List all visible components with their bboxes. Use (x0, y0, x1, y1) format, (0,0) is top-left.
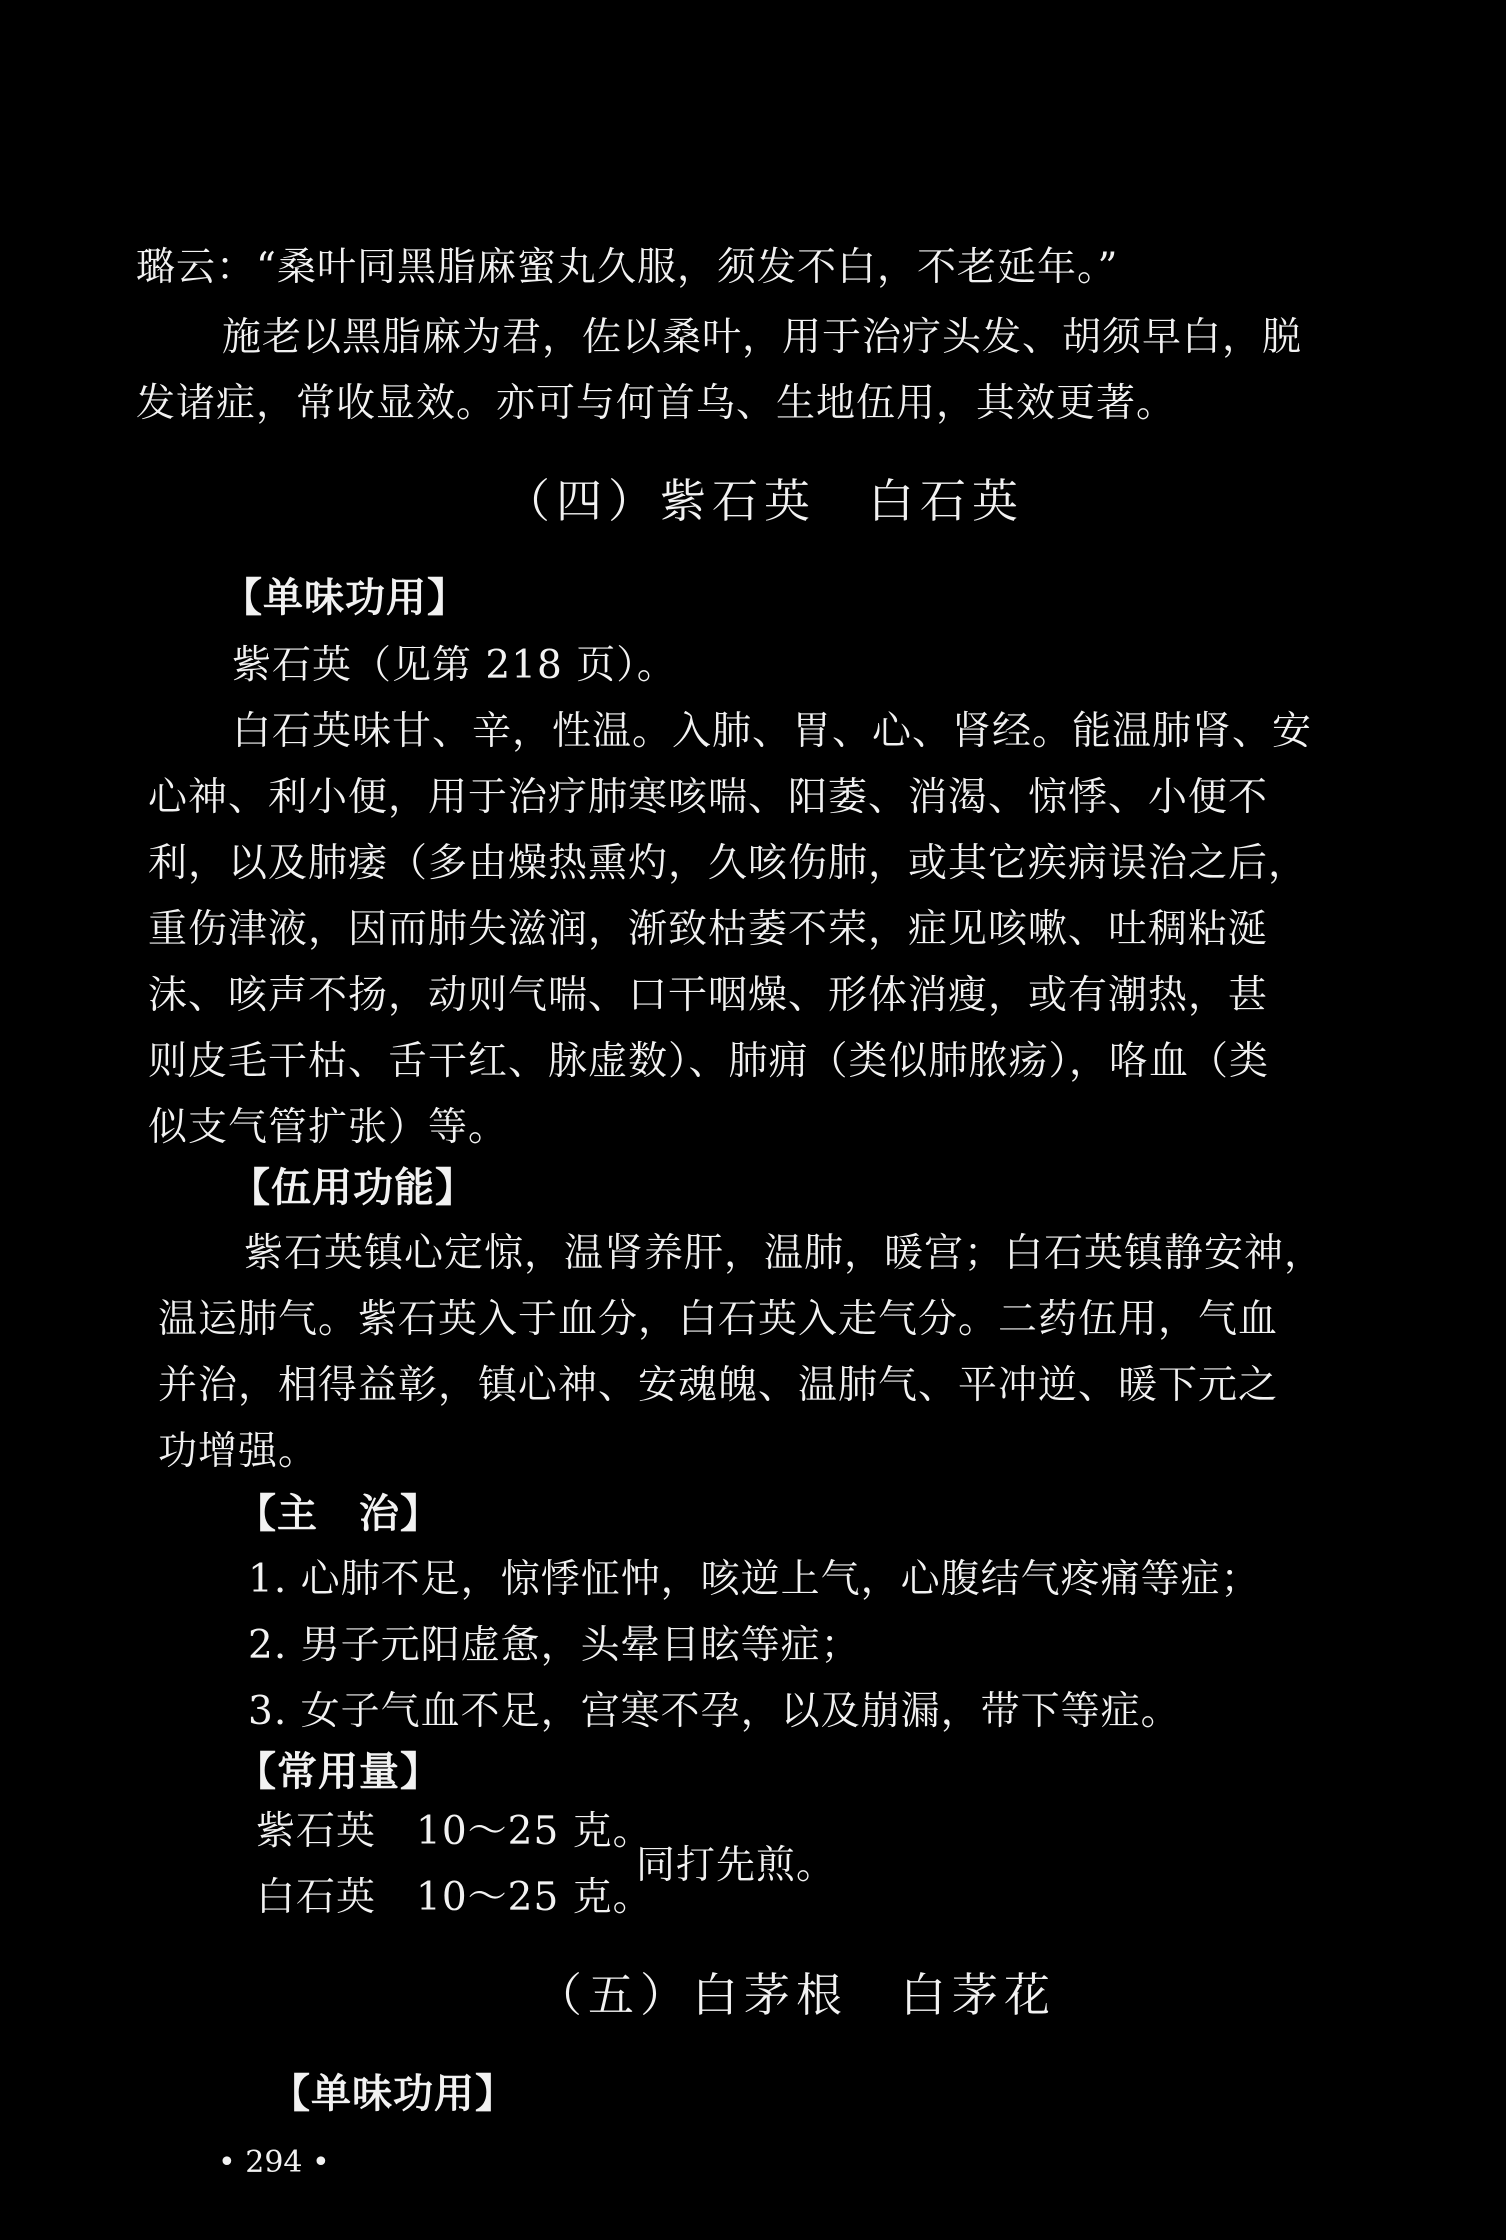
section-heading: （五）白茅根 白茅花 (536, 1968, 1056, 2022)
label-single-function: 【单味功用】 (222, 575, 468, 621)
intro-line: 施老以黑脂麻为君，佐以桑叶，用于治疗头发、胡须早白，脱 (222, 315, 1303, 360)
text-line: 紫石英（见第 218 页）。 (232, 643, 677, 688)
text-line: 则皮毛干枯、舌干红、脉虚数）、肺痈（类似肺脓疡），咯血（类 (148, 1039, 1270, 1084)
text-line: 利，以及肺痿（多由燥热熏灼，久咳伤肺，或其它疾病误治之后， (148, 841, 1309, 886)
intro-line: 璐云：“桑叶同黑脂麻蜜丸久服，须发不白，不老延年。” (136, 245, 1119, 290)
label-single-function: 【单味功用】 (270, 2071, 516, 2117)
text-line: 心神、利小便，用于治疗肺寒咳喘、阳萎、消渴、惊悸、小便不 (148, 775, 1269, 820)
text-line: 温运肺气。紫石英入于血分，白石英入走气分。二药伍用，气血 (158, 1297, 1279, 1342)
dosage-item: 紫石英 10～25 克。 (256, 1809, 653, 1854)
dosage-note: 同打先煎。 (636, 1843, 837, 1888)
text-line: 重伤津液，因而肺失滋润，渐致枯萎不荣，症见咳嗽、吐稠粘涎 (148, 907, 1269, 952)
intro-line: 发诸症，常收显效。亦可与何首乌、生地伍用，其效更著。 (136, 381, 1177, 426)
dosage-item: 白石英 10～25 克。 (256, 1875, 653, 1920)
text-line: 功增强。 (158, 1429, 319, 1474)
text-line: 沫、咳声不扬，动则气喘、口干咽燥、形体消瘦，或有潮热，甚 (148, 973, 1269, 1018)
label-combined-function: 【伍用功能】 (230, 1165, 476, 1211)
indication-item: 3. 女子气血不足，宫寒不孕，以及崩漏，带下等症。 (248, 1689, 1181, 1734)
indication-item: 2. 男子元阳虚惫，头晕目眩等症； (248, 1623, 861, 1668)
indication-item: 1. 心肺不足，惊悸怔忡，咳逆上气，心腹结气疼痛等症； (248, 1557, 1261, 1602)
text-line: 紫石英镇心定惊，温肾养肝，温肺，暖宫；白石英镇静安神， (244, 1231, 1325, 1276)
section-heading: （四）紫石英 白石英 (504, 474, 1024, 528)
label-dosage: 【常用量】 (236, 1749, 441, 1795)
text-line: 似支气管扩张）等。 (148, 1105, 509, 1150)
text-line: 并治，相得益彰，镇心神、安魂魄、温肺气、平冲逆、暖下元之 (158, 1363, 1279, 1408)
text-line: 白石英味甘、辛，性温。入肺、胃、心、肾经。能温肺肾、安 (232, 709, 1313, 754)
page-number: • 294 • (218, 2145, 330, 2180)
label-indications: 【主 治】 (236, 1491, 441, 1537)
